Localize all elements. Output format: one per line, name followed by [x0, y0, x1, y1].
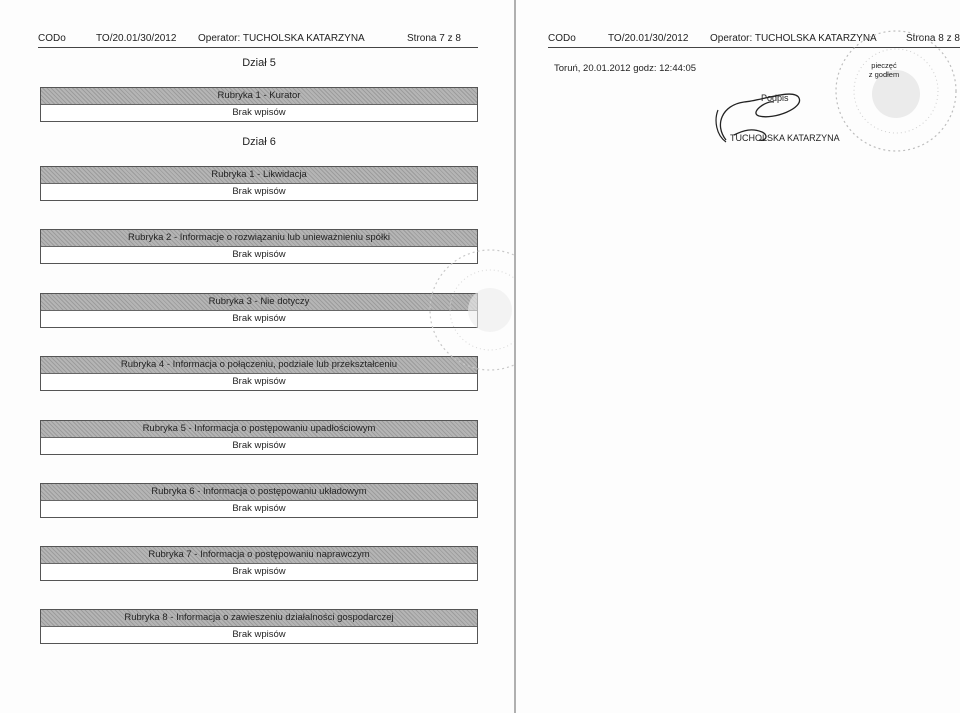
section-title: Rubryka 6 - Informacja o postępowaniu układowym [41, 484, 477, 501]
header-page-number: Strona 7 z 8 [407, 33, 461, 44]
dzial-5-heading: Dział 5 [242, 57, 276, 69]
section-body: Brak wpisów [232, 249, 286, 260]
section-rubryka-6 [40, 483, 478, 518]
header-operator: Operator: TUCHOLSKA KATARZYNA [710, 33, 877, 44]
section-rubryka-5 [40, 420, 478, 455]
signature-label: Podpis [761, 93, 789, 103]
section-rubryka-1-kurator [40, 87, 478, 122]
section-body: Brak wpisów [232, 629, 286, 640]
seal-label [856, 61, 912, 79]
section-rubryka-3 [40, 293, 478, 328]
section-title: Rubryka 2 - Informacje o rozwiązaniu lub unieważnieniu spółki [41, 230, 477, 247]
section-body: Brak wpisów [232, 440, 286, 451]
section-body: Brak wpisów [232, 186, 286, 197]
section-rubryka-4 [40, 356, 478, 391]
seal-label-line2: z godłem [868, 70, 900, 79]
section-rubryka-8 [40, 609, 478, 644]
header-ref: TO/20.01/30/2012 [96, 33, 177, 44]
section-title: Rubryka 3 - Nie dotyczy [41, 294, 477, 311]
section-body: Brak wpisów [232, 107, 286, 118]
section-body: Brak wpisów [232, 503, 286, 514]
signer-name: TUCHOLSKA KATARZYNA [730, 133, 840, 143]
section-rubryka-7 [40, 546, 478, 581]
section-rubryka-2 [40, 229, 478, 264]
section-body: Brak wpisów [232, 313, 286, 324]
place-and-date: Toruń, 20.01.2012 godz: 12:44:05 [554, 63, 697, 74]
official-seal-stamp [828, 26, 960, 156]
header-page-number: Strona 8 z 8 [906, 33, 960, 44]
section-title: Rubryka 7 - Informacja o postępowaniu naprawczym [41, 547, 477, 564]
section-title: Rubryka 5 - Informacja o postępowaniu upadłościowym [41, 421, 477, 438]
seal-label-line1: pieczęć [871, 61, 897, 70]
document-page-right [516, 0, 960, 713]
section-title: Rubryka 1 - Likwidacja [41, 167, 477, 184]
section-body: Brak wpisów [232, 566, 286, 577]
section-title: Rubryka 1 - Kurator [41, 88, 477, 105]
header-codo: CODo [548, 33, 576, 44]
section-title: Rubryka 8 - Informacja o zawieszeniu działalności gospodarczej [41, 610, 477, 627]
header-operator: Operator: TUCHOLSKA KATARZYNA [198, 33, 365, 44]
section-title: Rubryka 4 - Informacja o połączeniu, podziale lub przekształceniu [41, 357, 477, 374]
header-codo: CODo [38, 33, 66, 44]
page-header [38, 33, 478, 48]
section-rubryka-1-likwidacja [40, 166, 478, 201]
header-ref: TO/20.01/30/2012 [608, 33, 689, 44]
section-body: Brak wpisów [232, 376, 286, 387]
dzial-6-heading: Dział 6 [242, 136, 276, 148]
